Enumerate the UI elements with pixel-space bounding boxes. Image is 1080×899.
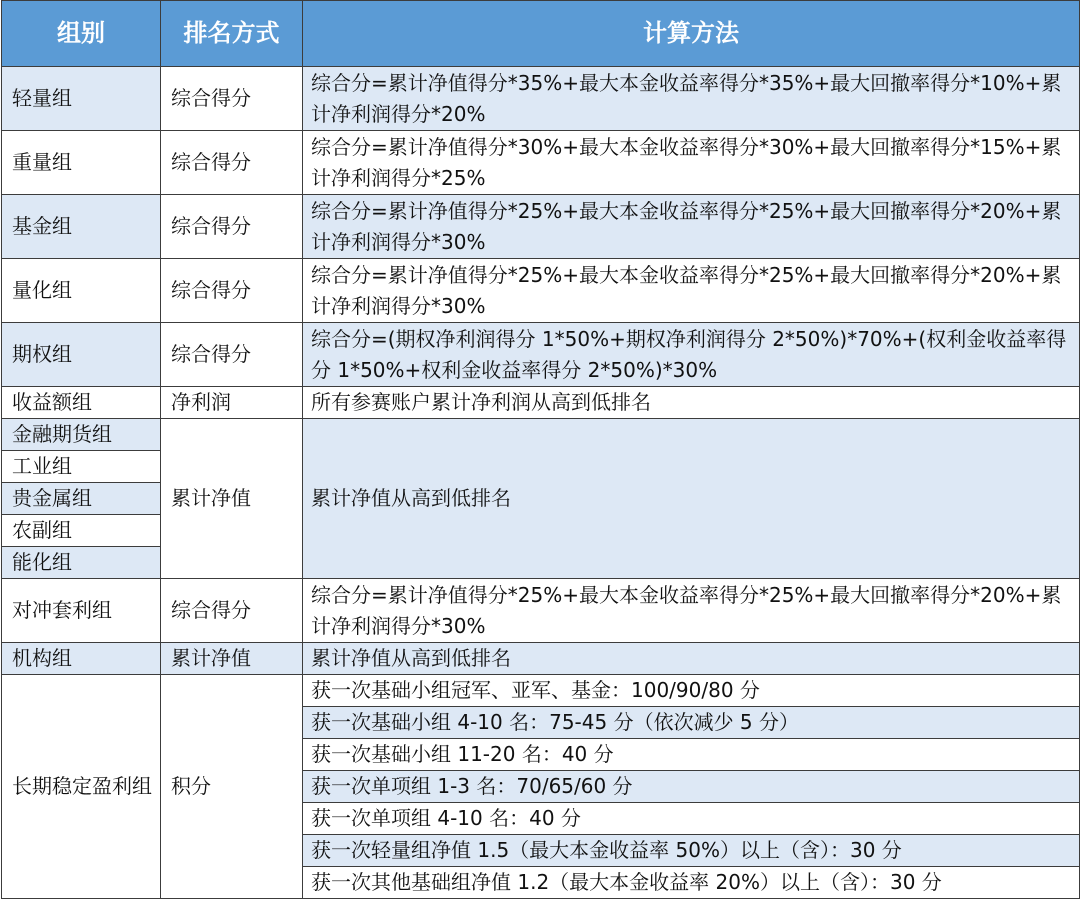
group-cell: 能化组: [2, 547, 161, 579]
table-row: [2, 643, 1080, 675]
method-cell: 综合分=累计净值得分*35%+最大本金收益率得分*35%+最大回撤率得分*10%+累计净利润得分*20%: [303, 67, 1080, 131]
method-cell: 综合分=累计净值得分*25%+最大本金收益率得分*25%+最大回撤率得分*20%+累计净利润得分*30%: [303, 579, 1080, 643]
group-cell: 机构组: [2, 643, 161, 675]
group-cell: 期权组: [2, 323, 161, 387]
ranking-cell: 综合得分: [161, 579, 303, 643]
table-row: [2, 323, 1080, 387]
table-row: [2, 579, 1080, 643]
group-cell: 重量组: [2, 131, 161, 195]
table-row: [2, 67, 1080, 131]
group-cell: 基金组: [2, 195, 161, 259]
ranking-cell: 累计净值: [161, 419, 303, 579]
ranking-cell: 综合得分: [161, 131, 303, 195]
points-item: 获一次单项组 4-10 名：40 分: [303, 803, 1080, 835]
ranking-cell: 综合得分: [161, 259, 303, 323]
points-item: 获一次基础小组冠军、亚军、基金：100/90/80 分: [303, 675, 1080, 707]
group-cell: 轻量组: [2, 67, 161, 131]
points-item: 获一次基础小组 4-10 名：75-45 分（依次减少 5 分）: [303, 707, 1080, 739]
ranking-cell: 净利润: [161, 387, 303, 419]
method-cell: 综合分=累计净值得分*25%+最大本金收益率得分*25%+最大回撤率得分*20%+累计净利润得分*30%: [303, 259, 1080, 323]
method-cell: 累计净值从高到低排名: [303, 419, 1080, 579]
group-cell: 贵金属组: [2, 483, 161, 515]
method-cell: 综合分=累计净值得分*25%+最大本金收益率得分*25%+最大回撤率得分*20%+累计净利润得分*30%: [303, 195, 1080, 259]
points-item: 获一次单项组 1-3 名：70/65/60 分: [303, 771, 1080, 803]
header-group: 组别: [2, 1, 161, 67]
group-cell: 收益额组: [2, 387, 161, 419]
ranking-cell: 综合得分: [161, 195, 303, 259]
ranking-cell: 综合得分: [161, 67, 303, 131]
group-cell: 金融期货组: [2, 419, 161, 451]
method-cell: 综合分=累计净值得分*30%+最大本金收益率得分*30%+最大回撤率得分*15%+累计净利润得分*25%: [303, 131, 1080, 195]
group-cell: 长期稳定盈利组: [2, 675, 161, 899]
table-row: [2, 675, 1080, 707]
method-cell: 累计净值从高到低排名: [303, 643, 1080, 675]
ranking-cell: 积分: [161, 675, 303, 899]
table-row: [2, 131, 1080, 195]
ranking-cell: 综合得分: [161, 323, 303, 387]
group-cell: 量化组: [2, 259, 161, 323]
group-cell: 工业组: [2, 451, 161, 483]
method-cell: 所有参赛账户累计净利润从高到低排名: [303, 387, 1080, 419]
group-cell: 对冲套利组: [2, 579, 161, 643]
table-row: [2, 387, 1080, 419]
points-item: 获一次其他基础组净值 1.2（最大本金收益率 20%）以上（含）：30 分: [303, 867, 1080, 899]
header-row: [2, 1, 1080, 67]
method-cell: 综合分=(期权净利润得分 1*50%+期权净利润得分 2*50%)*70%+(权利金收益率得分 1*50%+权利金收益率得分 2*50%)*30%: [303, 323, 1080, 387]
ranking-cell: 累计净值: [161, 643, 303, 675]
header-ranking: 排名方式: [161, 1, 303, 67]
table-row: [2, 419, 1080, 451]
group-cell: 农副组: [2, 515, 161, 547]
table-row: [2, 195, 1080, 259]
points-item: 获一次基础小组 11-20 名：40 分: [303, 739, 1080, 771]
header-method: 计算方法: [303, 1, 1080, 67]
table-row: [2, 259, 1080, 323]
points-item: 获一次轻量组净值 1.5（最大本金收益率 50%）以上（含）：30 分: [303, 835, 1080, 867]
ranking-rules-table: [1, 0, 1080, 899]
